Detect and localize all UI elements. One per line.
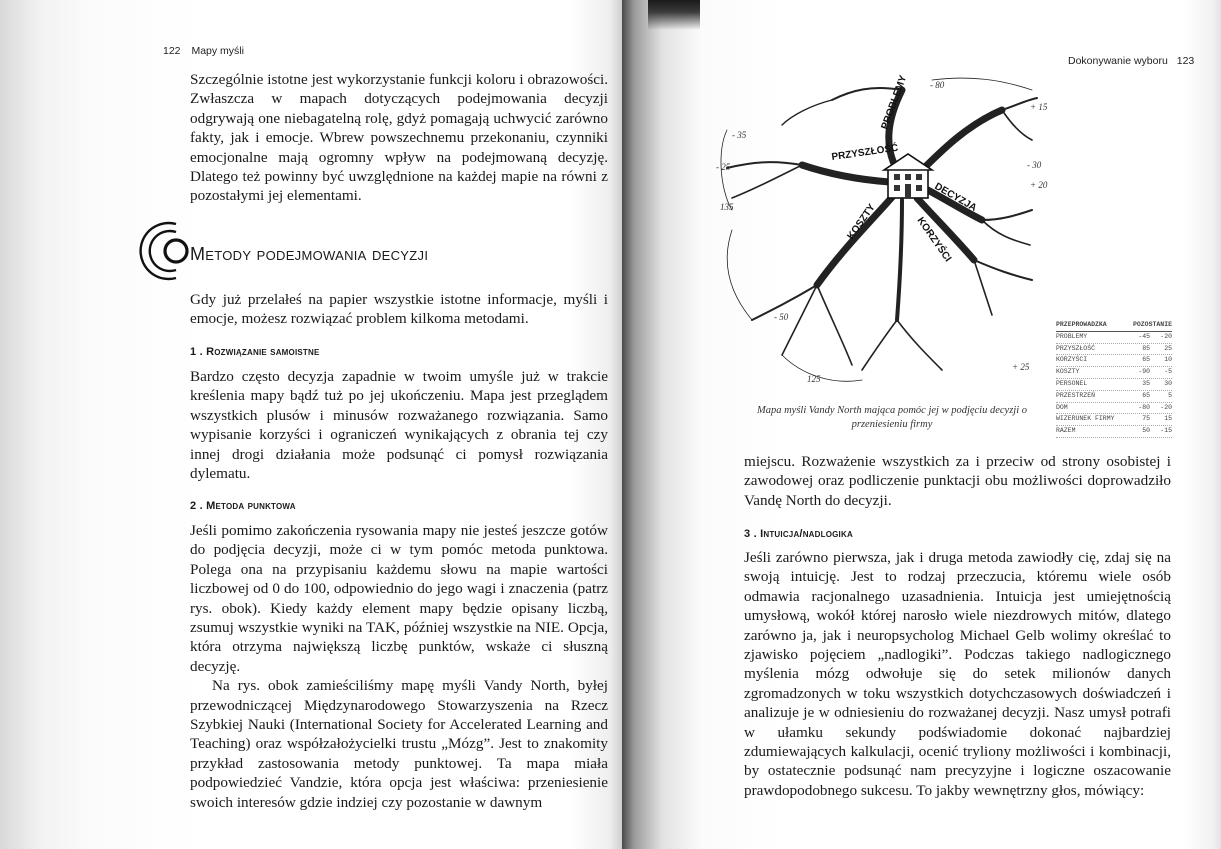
right-running-head (1068, 55, 1194, 67)
left-running-title: Mapy myśli (191, 45, 244, 57)
section-title-text: Metody podejmowania decyzji (190, 244, 429, 264)
left-running-head (163, 45, 244, 57)
method-1-number: 1 (190, 346, 197, 358)
score-row-label: PROBLEMY (1056, 332, 1088, 340)
method-2-body (190, 521, 608, 812)
method-2-heading: 2 . Metoda punktowa (190, 500, 296, 512)
score-row-value: -20 (1160, 332, 1172, 340)
score-row-value: 35 (1142, 379, 1150, 387)
method-1-title: Rozwiązanie samoistne (206, 346, 320, 358)
svg-text:+ 15: + 15 (1030, 102, 1048, 112)
score-row-label: WIZERUNEK FIRMY (1056, 415, 1115, 423)
score-table-row (1056, 426, 1172, 438)
paragraph-color-imagery: Szczególnie istotne jest wykorzystanie funkcji koloru i obrazowości. Zwłaszcza w mapach dotyczących podejmowania decyzji odgrywają one niebagatelną rolę, gdyż pomagają uchwycić zarówno fakty, jak i emocje. Wbrew powszechnemu przekonaniu, czynniki emocjonalne mają ogromny wpływ na podejmowaną decyzję. Dlatego też powinny być uwzględnione na każdej mapie na równi z pozostałymi jej elementami. (190, 71, 608, 205)
score-table-row (1056, 332, 1172, 344)
method-3-heading: 3 . Intuicja/nadlogika (744, 528, 853, 540)
method-3-body (744, 548, 1171, 800)
map-word-przyszlosc: PRZYSZŁOŚĆ (830, 142, 899, 163)
left-intro-paragraph (190, 70, 608, 206)
left-page-number: 122 (163, 45, 181, 57)
binding-shadow (648, 0, 700, 30)
svg-text:- 80: - 80 (930, 80, 945, 90)
score-row-value: 5 (1168, 391, 1172, 399)
score-table-row (1056, 355, 1172, 367)
score-row-value: 15 (1164, 415, 1172, 423)
right-page-number: 123 (1176, 55, 1195, 67)
section-target-icon (140, 218, 188, 284)
score-row-value: 25 (1164, 344, 1172, 352)
score-table-row (1056, 414, 1172, 426)
section-intro (190, 290, 608, 329)
score-row-value: -20 (1160, 403, 1172, 411)
method-2-text-2: Na rys. obok zamieściliśmy mapę myśli Vandy North, byłej przewodniczącej Międzynarodowego Stowarzyszenia na Rzecz Szybkiej Nauki (International Society for Accelerated Learning and Teaching) oraz współzałożycielki trustu „Mózg”. Jest to znakomity przykład zastosowania metody punktowej. Ta mapa miała podpowiedzieć Vandzie, która opcja jest właściwa: przeniesienie swoich interesów gdzie indziej czy pozostanie w dawnym (190, 677, 608, 811)
figure-caption: Mapa myśli Vandy North mająca pomóc jej w podjęciu decyzji o przeniesieniu firmy (756, 405, 1028, 430)
method-1-text: Bardzo często decyzja zapadnie w twoim umyśle już w trakcie kreślenia mapy bądź tuż po jej ukończeniu. Mapa jest przeglądem wszystkich plusów i minusów rozważanego rozwiązania. Samo wypisanie korzyści i ograniczeń wynikających z obrania tej czy innej drogi działania może podsunąć ci pomysł rozwiązania dylematu. (190, 368, 608, 483)
map-word-korzysci: KORZYŚCI (914, 215, 954, 265)
score-table-row (1056, 367, 1172, 379)
svg-text:- 35: - 35 (732, 130, 747, 140)
method-1-body (190, 367, 608, 483)
score-row-value: -15 (1160, 427, 1172, 435)
section-title (190, 244, 428, 265)
score-row-label: PRZESTRZEŃ (1056, 391, 1096, 399)
score-row-value: -80 (1138, 403, 1150, 411)
method-1-heading: 1 . Rozwiązanie samoistne (190, 346, 320, 358)
score-row-value: -90 (1138, 368, 1150, 376)
table-header-move: PRZEPROWADZKA (1056, 321, 1107, 328)
method-2-text-1: Jeśli pomimo zakończenia rysowania mapy nie jesteś jeszcze gotów do podjęcia decyzji, może ci w tym pomóc metoda punktowa. Polega ona na przypisaniu każdemu słowu na mapie wartości liczbowej od 0 do 100, odpowiednio do jego wagi i znaczenia (patrz rys. obok). Kiedy każdy element mapy będzie opisany liczbą, zsumuj wszystkie wyniki na TAK, później wszystkie na NIE. Opcja, która otrzyma największą liczbę punktów, wskaże ci słuszną decyzję. (190, 522, 608, 675)
score-row-value: 30 (1164, 379, 1172, 387)
svg-text:135: 135 (720, 202, 734, 212)
score-row-label: KOSZTY (1056, 368, 1080, 376)
score-table-row (1056, 391, 1172, 403)
method-3-title: Intuicja/nadlogika (760, 528, 853, 540)
score-table-rows (1056, 332, 1172, 438)
score-table-row (1056, 379, 1172, 391)
score-table-header (1056, 320, 1172, 332)
score-row-label: DOM (1056, 403, 1068, 411)
map-word-problemy: PROBLEMY (879, 74, 910, 132)
method-3-number: 3 (744, 528, 751, 540)
map-word-koszty: KOSZTY (845, 202, 878, 242)
method-2-number: 2 (190, 500, 197, 512)
score-row-value: -45 (1138, 332, 1150, 340)
score-row-value: 75 (1142, 415, 1150, 423)
score-row-value: 10 (1164, 356, 1172, 364)
continuation-paragraph (744, 452, 1171, 510)
right-running-title: Dokonywanie wyboru (1068, 55, 1168, 67)
table-header-stay: POZOSTANIE (1132, 321, 1172, 328)
score-row-value: 85 (1142, 344, 1150, 352)
score-row-value: 50 (1142, 427, 1150, 435)
score-row-label: RAZEM (1056, 427, 1076, 435)
method-2-title: Metoda punktowa (206, 500, 296, 512)
section-intro-text: Gdy już przelałeś na papier wszystkie istotne informacje, myśli i emocje, możesz rozwiązać problem kilkoma metodami. (190, 291, 608, 328)
continuation-text: miejscu. Rozważenie wszystkich za i przeciw od strony osobistej i zawodowej oraz podliczenie punktacji obu możliwości doprowadziło Vandę North do decyzji. (744, 453, 1171, 509)
score-row-label: PRZYSZŁOŚĆ (1056, 344, 1096, 352)
map-word-decyzja: DECYZJA (932, 181, 979, 214)
method-3-text: Jeśli zarówno pierwsza, jak i druga metoda zawiodły cię, zdaj się na swoją intuicję. Jest to rodzaj przeczucia, któremu wiele osób odmawia racjonalnego uzasadnienia. Intuicja jest umiejętnością umysłową, wokół której narosło wiele niezdrowych mitów, dlatego zarówno ja, jak i neuropsycholog Michael Gelb wolimy określać to zjawisko pojęciem „nadlogiki”. Podczas takiego nadlogicznego myślenia mózg odwołuje się do setek milionów danych zgromadzonych w toku wszystkich dotychczasowych doświadczeń i analizuje je w odniesieniu do rozważanej decyzji. Nasz umysł potrafi w ułamku sekundy podświadomie dokonać najbardziej zdumiewających kalkulacji, ocenić tryliony możliwości i kombinacji, by ostatecznie podsunąć nam precyzyjne i logiczne oszacowanie prawdopodobnego sukcesu. To jakby wewnętrzny głos, mówiący: (744, 549, 1171, 799)
score-table-row (1056, 344, 1172, 356)
svg-text:- 50: - 50 (774, 312, 789, 322)
score-row-value: 65 (1142, 391, 1150, 399)
svg-text:+ 20: + 20 (1030, 180, 1048, 190)
score-table (1056, 320, 1172, 438)
score-row-value: -5 (1164, 368, 1172, 376)
score-row-label: KORZYŚCI (1056, 356, 1088, 364)
score-table-row (1056, 403, 1172, 415)
mind-map-figure (712, 70, 1048, 400)
svg-text:- 25: - 25 (716, 162, 731, 172)
svg-text:125: 125 (807, 374, 821, 384)
score-row-value: 65 (1142, 356, 1150, 364)
svg-text:- 30: - 30 (1027, 160, 1042, 170)
svg-text:+ 25: + 25 (1012, 362, 1030, 372)
score-row-label: PERSONEL (1056, 379, 1088, 387)
